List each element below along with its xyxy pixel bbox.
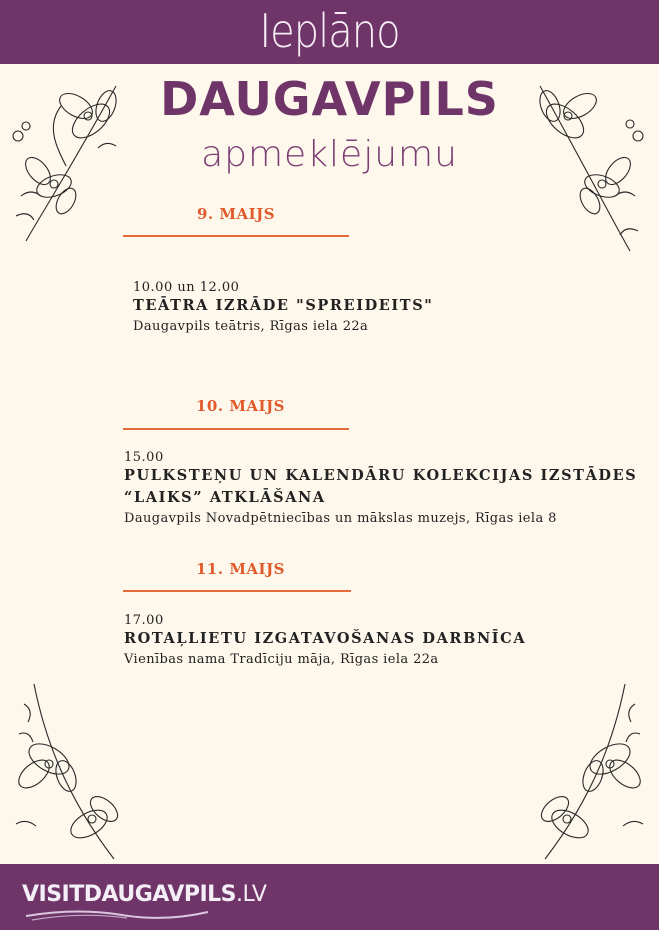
event-location: Vienības nama Tradīciju māja, Rīgas iela 22a <box>124 652 439 667</box>
day-date: 11. MAIJS <box>196 560 286 578</box>
event-title: TEĀTRA IZRĀDE "SPREIDEITS" <box>133 297 434 314</box>
event-time: 17.00 <box>124 613 164 628</box>
page-subtitle: apmeklējumu <box>201 134 458 175</box>
logo-swoosh-icon <box>22 908 212 922</box>
event-block <box>124 450 637 529</box>
date-divider <box>123 235 349 237</box>
event-location: Daugavpils teātris, Rīgas iela 22a <box>133 319 369 334</box>
header-plans-text: Ieplāno <box>259 5 400 59</box>
day-date: 10. MAIJS <box>196 397 286 415</box>
floral-ornament-icon <box>6 66 136 246</box>
event-time: 10.00 un 12.00 <box>133 280 240 295</box>
floral-ornament-icon <box>4 684 134 864</box>
event-title: ROTAĻLIETU IZGATAVOŠANAS DARBNĪCA <box>124 630 527 647</box>
day-date: 9. MAIJS <box>197 205 276 223</box>
logo-text: VISITDAUGAVPILS <box>22 882 237 907</box>
floral-ornament-icon <box>525 684 655 864</box>
date-divider <box>123 428 349 430</box>
event-block <box>124 613 526 670</box>
visitdaugavpils-logo[interactable] <box>22 882 266 907</box>
event-block <box>133 280 433 337</box>
footer-bar <box>0 864 659 930</box>
event-title: PULKSTEŅU UN KALENDĀRU KOLEKCIJAS IZSTĀDES <box>124 467 638 484</box>
event-time: 15.00 <box>124 450 164 465</box>
header-bar <box>0 0 659 64</box>
floral-ornament-icon <box>520 66 650 256</box>
date-divider <box>123 590 351 592</box>
logo-domain: .LV <box>236 882 267 907</box>
page-title: DAUGAVPILS <box>160 72 499 126</box>
event-title: “LAIKS” ATKLĀŠANA <box>124 489 326 506</box>
event-location: Daugavpils Novadpētniecības un mākslas muzejs, Rīgas iela 8 <box>124 511 557 526</box>
